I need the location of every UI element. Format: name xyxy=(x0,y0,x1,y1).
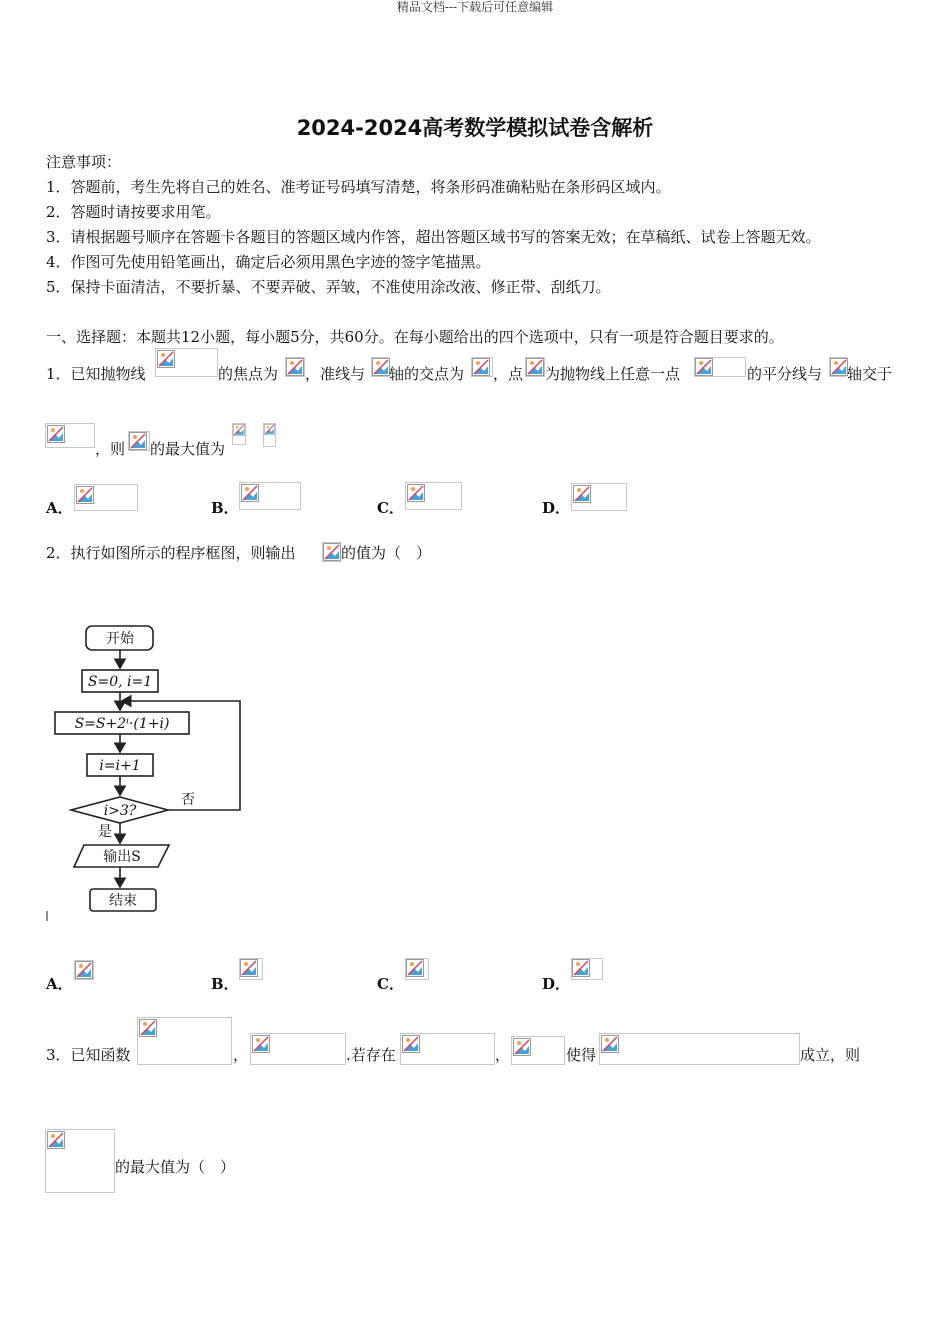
broken-image-icon xyxy=(573,485,591,503)
broken-image-icon xyxy=(286,358,304,376)
flow-end-text: 结束 xyxy=(109,893,137,909)
q1-text-7: 的平分线与 xyxy=(747,365,823,383)
notice-heading: 注意事项： xyxy=(46,153,122,171)
formula-image xyxy=(599,1033,800,1065)
option-b-image xyxy=(239,958,263,980)
option-b-label: B． xyxy=(211,975,239,993)
formula-image xyxy=(232,423,246,445)
broken-image-icon xyxy=(47,1131,65,1149)
option-b-label: B． xyxy=(211,499,239,517)
q2-text: 2．执行如图所示的程序框图，则输出 xyxy=(46,544,296,562)
formula-image xyxy=(400,1033,495,1065)
option-c-image xyxy=(405,958,429,980)
broken-image-icon xyxy=(323,543,341,561)
option-c-image xyxy=(405,482,462,510)
option-c-label: C． xyxy=(377,499,404,517)
formula-image xyxy=(829,357,847,377)
broken-image-icon xyxy=(601,1035,619,1053)
q3-text-7: 的最大值为（ ） xyxy=(115,1158,236,1176)
q3-text-6: 成立，则 xyxy=(800,1046,861,1064)
broken-image-icon xyxy=(157,350,175,368)
broken-image-icon xyxy=(695,358,713,376)
formula-image xyxy=(137,1017,232,1065)
q1-text-9: ，则 xyxy=(95,440,126,458)
broken-image-icon xyxy=(139,1019,157,1037)
broken-image-icon xyxy=(407,484,425,502)
broken-image-icon xyxy=(472,358,490,376)
broken-image-icon xyxy=(233,424,245,436)
flow-yes-text: 是 xyxy=(98,824,112,840)
q3-text-4: ， xyxy=(495,1046,511,1064)
flow-output-text: 输出S xyxy=(103,849,141,865)
broken-image-icon xyxy=(402,1035,420,1053)
formula-image xyxy=(371,357,389,377)
option-b-image xyxy=(239,482,301,510)
formula-image xyxy=(45,423,95,448)
broken-image-icon xyxy=(75,961,93,979)
q3-text-2: ， xyxy=(233,1046,249,1064)
option-d-image xyxy=(571,483,627,511)
formula-image xyxy=(250,1033,346,1065)
flow-incr-text: i=i+1 xyxy=(99,758,141,774)
flow-cond-text: i>3? xyxy=(103,803,137,819)
broken-image-icon xyxy=(47,425,65,443)
section-heading: 一、选择题：本题共12小题，每小题5分，共60分。在每小题给出的四个选项中，只有一项是符合题目要求的。 xyxy=(46,328,784,346)
q3-text-5: 使得 xyxy=(566,1046,597,1064)
page-header: 精品文档---下载后可任意编辑 xyxy=(396,0,554,14)
broken-image-icon xyxy=(129,432,147,450)
flowchart xyxy=(44,615,254,925)
option-d-label: D． xyxy=(542,499,571,517)
broken-image-icon xyxy=(372,358,390,376)
q2-text-end: 的值为（ ） xyxy=(341,544,432,562)
q1-text-5: ，点 xyxy=(493,365,524,383)
flow-update-text: S=S+2ⁱ·(1+i) xyxy=(74,716,170,732)
page-title: 2024-2024高考数学模拟试卷含解析 xyxy=(296,116,654,140)
notice-item-3: 3．请根据题号顺序在答题卡各题目的答题区域内作答，超出答题区域书写的答案无效；在草稿纸、试卷上答题无效。 xyxy=(46,228,821,246)
formula-image xyxy=(471,357,493,377)
q1-text-6: 为抛物线上任意一点 xyxy=(545,365,681,383)
option-a-image xyxy=(74,484,138,511)
broken-image-icon xyxy=(406,959,424,977)
notice-item-2: 2．答题时请按要求用笔。 xyxy=(46,203,221,221)
flow-start-text: 开始 xyxy=(106,631,134,647)
q1-text-3: ，准线与 xyxy=(305,365,366,383)
notice-item-1: 1．答题前，考生先将自己的姓名、准考证号码填写清楚，将条形码准确粘贴在条形码区域内。 xyxy=(46,178,671,196)
notice-item-5: 5．保持卡面清洁，不要折暴、不要弄破、弄皱，不准使用涂改液、修正带、刮纸刀。 xyxy=(46,278,611,296)
formula-image xyxy=(128,431,150,451)
option-a-image xyxy=(74,960,94,980)
broken-image-icon xyxy=(526,358,544,376)
formula-image xyxy=(525,357,545,377)
formula-image xyxy=(45,1129,115,1193)
formula-image xyxy=(285,357,305,377)
q1-text-4: 轴的交点为 xyxy=(389,365,465,383)
q1-text-1: 1．已知抛物线 xyxy=(46,365,146,383)
option-d-label: D． xyxy=(542,975,571,993)
option-a-label: A． xyxy=(46,975,73,993)
formula-image xyxy=(694,357,746,377)
formula-image xyxy=(155,348,218,377)
q1-text-10: 的最大值为 xyxy=(150,440,226,458)
broken-image-icon xyxy=(76,486,94,504)
broken-image-icon xyxy=(572,959,590,977)
broken-image-icon xyxy=(241,484,259,502)
broken-image-icon xyxy=(830,358,848,376)
q3-text-3: .若存在 xyxy=(346,1046,396,1064)
option-a-label: A． xyxy=(46,499,73,517)
broken-image-icon xyxy=(252,1035,270,1053)
q1-text-8: 轴交于 xyxy=(847,365,893,383)
broken-image-icon xyxy=(513,1038,531,1056)
option-d-image xyxy=(571,958,603,980)
notice-item-4: 4．作图可先使用铅笔画出，确定后必须用黑色字迹的签字笔描黑。 xyxy=(46,253,491,271)
formula-image xyxy=(263,423,276,447)
broken-image-icon xyxy=(240,959,258,977)
flow-no-text: 否 xyxy=(181,792,195,808)
formula-image xyxy=(322,542,341,562)
flow-init-text: S=0, i=1 xyxy=(87,674,153,690)
option-c-label: C． xyxy=(377,975,404,993)
q3-text-1: 3．已知函数 xyxy=(46,1046,131,1064)
formula-image xyxy=(511,1036,565,1065)
broken-image-icon xyxy=(264,424,275,435)
q1-text-2: 的焦点为 xyxy=(218,365,279,383)
